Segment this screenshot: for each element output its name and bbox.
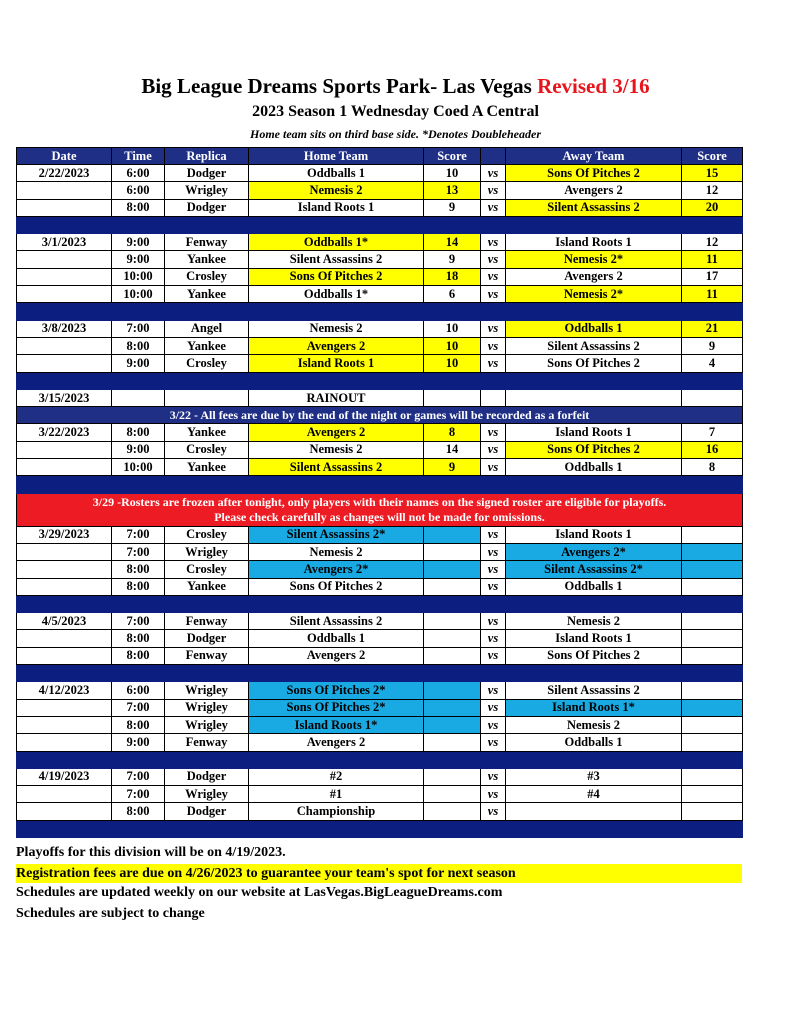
date-cell — [17, 337, 112, 354]
away-score-cell — [682, 630, 743, 647]
vs-cell: vs — [481, 337, 506, 354]
field-cell: Wrigley — [165, 699, 249, 716]
time-cell: 8:00 — [112, 578, 165, 595]
date-cell — [17, 786, 112, 803]
home-team-cell: Sons Of Pitches 2 — [249, 268, 424, 285]
date-cell — [17, 182, 112, 199]
time-cell: 8:00 — [112, 199, 165, 216]
week-separator — [17, 751, 743, 768]
home-score-cell — [424, 768, 481, 785]
away-team-cell: Avengers 2 — [506, 268, 682, 285]
away-team-cell: Sons Of Pitches 2 — [506, 355, 682, 372]
field-cell: Yankee — [165, 578, 249, 595]
away-score-cell — [682, 734, 743, 751]
date-cell: 4/5/2023 — [17, 613, 112, 630]
home-score-cell — [424, 613, 481, 630]
field-cell: Wrigley — [165, 786, 249, 803]
home-team-cell: Avengers 2 — [249, 647, 424, 664]
home-score-cell: 9 — [424, 459, 481, 476]
separator-cell — [17, 751, 743, 768]
field-cell: Crosley — [165, 561, 249, 578]
time-cell: 7:00 — [112, 320, 165, 337]
home-team-cell: Silent Assassins 2* — [249, 526, 424, 543]
time-cell: 7:00 — [112, 543, 165, 560]
field-cell: Wrigley — [165, 543, 249, 560]
away-team-cell: #3 — [506, 768, 682, 785]
game-row — [17, 716, 743, 733]
game-row — [17, 734, 743, 751]
separator-cell — [17, 476, 743, 493]
home-score-cell: 9 — [424, 251, 481, 268]
page-subtitle: 2023 Season 1 Wednesday Coed A Central — [252, 103, 539, 120]
away-score-cell: 9 — [682, 337, 743, 354]
home-score-cell — [424, 561, 481, 578]
away-score-cell: 21 — [682, 320, 743, 337]
week-separator — [17, 303, 743, 320]
col-header-date: Date — [17, 148, 112, 165]
game-row — [17, 561, 743, 578]
home-score-cell: 13 — [424, 182, 481, 199]
home-score-cell: 9 — [424, 199, 481, 216]
home-team-cell: Avengers 2 — [249, 337, 424, 354]
game-row — [17, 803, 743, 820]
vs-cell — [481, 389, 506, 406]
away-team-cell: Silent Assassins 2 — [506, 682, 682, 699]
field-cell: Yankee — [165, 337, 249, 354]
vs-cell: vs — [481, 355, 506, 372]
time-cell: 9:00 — [112, 441, 165, 458]
home-team-cell: Championship — [249, 803, 424, 820]
time-cell: 9:00 — [112, 355, 165, 372]
date-cell — [17, 803, 112, 820]
home-team-cell: Sons Of Pitches 2* — [249, 682, 424, 699]
home-team-cell: Avengers 2 — [249, 734, 424, 751]
away-team-cell: Avengers 2 — [506, 182, 682, 199]
vs-cell: vs — [481, 424, 506, 441]
date-cell — [17, 578, 112, 595]
vs-cell: vs — [481, 578, 506, 595]
game-row — [17, 613, 743, 630]
field-cell: Dodger — [165, 630, 249, 647]
home-team-cell: Silent Assassins 2 — [249, 613, 424, 630]
game-row — [17, 768, 743, 785]
home-team-cell: Nemesis 2 — [249, 543, 424, 560]
vs-cell: vs — [481, 165, 506, 182]
time-cell: 10:00 — [112, 459, 165, 476]
time-cell — [112, 389, 165, 406]
game-row — [17, 286, 743, 303]
roster-freeze-line-1: 3/29 -Rosters are frozen after tonight, only players with their names on the signed roster are eligible for playoffs. — [92, 494, 667, 509]
vs-cell: vs — [481, 441, 506, 458]
field-cell: Fenway — [165, 734, 249, 751]
game-row — [17, 182, 743, 199]
time-cell: 9:00 — [112, 234, 165, 251]
away-team-cell: Island Roots 1 — [506, 630, 682, 647]
away-score-cell: 12 — [682, 234, 743, 251]
date-cell: 3/29/2023 — [17, 526, 112, 543]
date-cell — [17, 199, 112, 216]
away-team-cell: Oddballs 1 — [506, 320, 682, 337]
vs-cell: vs — [481, 543, 506, 560]
away-score-cell — [682, 543, 743, 560]
home-team-cell: Nemesis 2 — [249, 320, 424, 337]
separator-cell — [17, 820, 743, 837]
home-score-cell — [424, 786, 481, 803]
roster-freeze-line-2: Please check carefully as changes will not be made for omissions. — [214, 509, 545, 524]
time-cell: 8:00 — [112, 647, 165, 664]
home-team-cell: Island Roots 1* — [249, 716, 424, 733]
game-row — [17, 630, 743, 647]
vs-cell: vs — [481, 251, 506, 268]
field-cell: Dodger — [165, 165, 249, 182]
away-team-cell: Oddballs 1 — [506, 459, 682, 476]
game-row — [17, 320, 743, 337]
separator-cell — [17, 216, 743, 233]
home-score-cell — [424, 647, 481, 664]
date-cell — [17, 251, 112, 268]
home-team-cell: Oddballs 1* — [249, 286, 424, 303]
away-score-cell: 8 — [682, 459, 743, 476]
time-cell: 10:00 — [112, 268, 165, 285]
home-score-cell — [424, 803, 481, 820]
home-score-cell — [424, 699, 481, 716]
separator-cell — [17, 595, 743, 612]
fee-notice-row — [17, 407, 743, 424]
vs-cell: vs — [481, 647, 506, 664]
field-cell: Wrigley — [165, 682, 249, 699]
time-cell: 6:00 — [112, 165, 165, 182]
game-row — [17, 165, 743, 182]
home-score-cell: 8 — [424, 424, 481, 441]
away-score-cell: 17 — [682, 268, 743, 285]
field-cell: Yankee — [165, 424, 249, 441]
roster-freeze-notice — [17, 493, 743, 526]
time-cell: 6:00 — [112, 682, 165, 699]
away-team-cell: Avengers 2* — [506, 543, 682, 560]
time-cell: 7:00 — [112, 786, 165, 803]
home-score-cell: 10 — [424, 320, 481, 337]
home-team-cell: Silent Assassins 2 — [249, 251, 424, 268]
schedule-note: Home team sits on third base side. *Denotes Doubleheader — [250, 127, 541, 141]
away-team-cell: Nemesis 2* — [506, 251, 682, 268]
away-score-cell — [682, 768, 743, 785]
game-row — [17, 199, 743, 216]
field-cell: Dodger — [165, 768, 249, 785]
away-score-cell: 20 — [682, 199, 743, 216]
date-cell — [17, 459, 112, 476]
vs-cell: vs — [481, 734, 506, 751]
field-cell: Dodger — [165, 803, 249, 820]
field-cell: Crosley — [165, 526, 249, 543]
home-team-cell: Avengers 2* — [249, 561, 424, 578]
date-cell — [17, 734, 112, 751]
home-team-cell: Sons Of Pitches 2 — [249, 578, 424, 595]
time-cell: 8:00 — [112, 561, 165, 578]
home-score-cell: 6 — [424, 286, 481, 303]
home-score-cell — [424, 389, 481, 406]
home-score-cell — [424, 543, 481, 560]
time-cell: 10:00 — [112, 286, 165, 303]
away-team-cell: Island Roots 1 — [506, 424, 682, 441]
vs-cell: vs — [481, 613, 506, 630]
date-cell — [17, 647, 112, 664]
date-cell: 3/15/2023 — [17, 389, 112, 406]
time-cell: 7:00 — [112, 613, 165, 630]
game-row — [17, 355, 743, 372]
home-score-cell — [424, 578, 481, 595]
footer-disclaimer: Schedules are subject to change — [16, 906, 205, 921]
field-cell: Crosley — [165, 355, 249, 372]
away-score-cell: 16 — [682, 441, 743, 458]
home-team-cell: Nemesis 2 — [249, 182, 424, 199]
col-header-vs — [481, 148, 506, 165]
game-row — [17, 424, 743, 441]
away-team-cell: Island Roots 1 — [506, 526, 682, 543]
home-team-cell: Silent Assassins 2 — [249, 459, 424, 476]
home-score-cell: 10 — [424, 337, 481, 354]
home-score-cell — [424, 716, 481, 733]
home-team-cell: Island Roots 1 — [249, 355, 424, 372]
game-row — [17, 578, 743, 595]
time-cell: 9:00 — [112, 734, 165, 751]
col-header-away-team: Away Team — [506, 148, 682, 165]
field-cell: Wrigley — [165, 716, 249, 733]
time-cell: 8:00 — [112, 803, 165, 820]
week-separator — [17, 665, 743, 682]
home-team-cell: RAINOUT — [249, 389, 424, 406]
separator-cell — [17, 303, 743, 320]
time-cell: 8:00 — [112, 337, 165, 354]
time-cell: 9:00 — [112, 251, 165, 268]
revised-label: Revised 3/16 — [537, 74, 650, 98]
week-separator — [17, 216, 743, 233]
game-row — [17, 268, 743, 285]
away-team-cell: #4 — [506, 786, 682, 803]
away-score-cell — [682, 786, 743, 803]
away-team-cell: Oddballs 1 — [506, 578, 682, 595]
away-score-cell: 11 — [682, 286, 743, 303]
away-score-cell: 12 — [682, 182, 743, 199]
date-cell: 4/19/2023 — [17, 768, 112, 785]
vs-cell: vs — [481, 320, 506, 337]
date-cell — [17, 716, 112, 733]
field-cell: Crosley — [165, 268, 249, 285]
title-text: Big League Dreams Sports Park- Las Vegas — [141, 74, 532, 98]
field-cell: Crosley — [165, 441, 249, 458]
vs-cell: vs — [481, 561, 506, 578]
date-cell — [17, 561, 112, 578]
col-header-time: Time — [112, 148, 165, 165]
away-team-cell: Sons Of Pitches 2 — [506, 441, 682, 458]
game-row — [17, 441, 743, 458]
vs-cell: vs — [481, 234, 506, 251]
home-team-cell: Nemesis 2 — [249, 441, 424, 458]
game-row — [17, 526, 743, 543]
away-score-cell — [682, 389, 743, 406]
footer-registration: Registration fees are due on 4/26/2023 to guarantee your team's spot for next season — [16, 864, 742, 883]
home-score-cell: 18 — [424, 268, 481, 285]
date-cell: 3/8/2023 — [17, 320, 112, 337]
date-cell — [17, 286, 112, 303]
away-team-cell: Sons Of Pitches 2 — [506, 647, 682, 664]
separator-cell — [17, 372, 743, 389]
home-score-cell — [424, 630, 481, 647]
away-score-cell — [682, 647, 743, 664]
home-score-cell — [424, 682, 481, 699]
home-team-cell: Sons Of Pitches 2* — [249, 699, 424, 716]
schedule-body — [17, 148, 743, 838]
field-cell: Fenway — [165, 647, 249, 664]
away-score-cell — [682, 578, 743, 595]
date-cell — [17, 441, 112, 458]
vs-cell: vs — [481, 699, 506, 716]
vs-cell: vs — [481, 199, 506, 216]
week-separator — [17, 476, 743, 493]
away-score-cell — [682, 803, 743, 820]
game-row — [17, 234, 743, 251]
time-cell: 6:00 — [112, 182, 165, 199]
week-separator — [17, 820, 743, 837]
date-cell — [17, 699, 112, 716]
vs-cell: vs — [481, 682, 506, 699]
date-cell: 4/12/2023 — [17, 682, 112, 699]
vs-cell: vs — [481, 768, 506, 785]
game-row — [17, 459, 743, 476]
vs-cell: vs — [481, 803, 506, 820]
field-cell: Wrigley — [165, 182, 249, 199]
field-cell: Dodger — [165, 199, 249, 216]
schedule-table — [16, 147, 743, 838]
home-team-cell: Island Roots 1 — [249, 199, 424, 216]
time-cell: 7:00 — [112, 526, 165, 543]
game-row — [17, 647, 743, 664]
vs-cell: vs — [481, 286, 506, 303]
page-title — [0, 74, 791, 99]
vs-cell: vs — [481, 786, 506, 803]
col-header-home-team: Home Team — [249, 148, 424, 165]
date-cell — [17, 355, 112, 372]
home-score-cell — [424, 734, 481, 751]
footer-website: Schedules are updated weekly on our website at LasVegas.BigLeagueDreams.com — [16, 885, 503, 900]
away-score-cell: 4 — [682, 355, 743, 372]
away-team-cell: Nemesis 2 — [506, 716, 682, 733]
vs-cell: vs — [481, 526, 506, 543]
game-row — [17, 251, 743, 268]
game-row — [17, 389, 743, 406]
vs-cell: vs — [481, 268, 506, 285]
field-cell: Fenway — [165, 613, 249, 630]
game-row — [17, 699, 743, 716]
away-team-cell: Sons Of Pitches 2 — [506, 165, 682, 182]
away-team-cell: Island Roots 1 — [506, 234, 682, 251]
away-score-cell: 7 — [682, 424, 743, 441]
away-team-cell: Silent Assassins 2* — [506, 561, 682, 578]
home-team-cell: Avengers 2 — [249, 424, 424, 441]
vs-cell: vs — [481, 716, 506, 733]
home-score-cell: 14 — [424, 441, 481, 458]
field-cell: Angel — [165, 320, 249, 337]
home-team-cell: Oddballs 1* — [249, 234, 424, 251]
away-score-cell: 15 — [682, 165, 743, 182]
game-row — [17, 337, 743, 354]
vs-cell: vs — [481, 182, 506, 199]
away-team-cell — [506, 389, 682, 406]
away-team-cell: Oddballs 1 — [506, 734, 682, 751]
game-row — [17, 543, 743, 560]
home-score-cell: 10 — [424, 165, 481, 182]
date-cell — [17, 630, 112, 647]
fee-notice: 3/22 - All fees are due by the end of the night or games will be recorded as a forfeit — [17, 407, 743, 424]
time-cell: 8:00 — [112, 716, 165, 733]
home-team-cell: Oddballs 1 — [249, 630, 424, 647]
vs-cell: vs — [481, 459, 506, 476]
home-team-cell: #2 — [249, 768, 424, 785]
game-row — [17, 786, 743, 803]
away-score-cell: 11 — [682, 251, 743, 268]
time-cell: 8:00 — [112, 630, 165, 647]
date-cell: 3/1/2023 — [17, 234, 112, 251]
away-team-cell — [506, 803, 682, 820]
field-cell: Yankee — [165, 251, 249, 268]
away-score-cell — [682, 716, 743, 733]
home-score-cell: 14 — [424, 234, 481, 251]
field-cell: Fenway — [165, 234, 249, 251]
vs-cell: vs — [481, 630, 506, 647]
away-score-cell — [682, 699, 743, 716]
away-team-cell: Nemesis 2* — [506, 286, 682, 303]
date-cell: 2/22/2023 — [17, 165, 112, 182]
roster-freeze-row — [17, 493, 743, 526]
date-cell — [17, 543, 112, 560]
home-score-cell — [424, 526, 481, 543]
date-cell — [17, 268, 112, 285]
time-cell: 8:00 — [112, 424, 165, 441]
col-header-home-score: Score — [424, 148, 481, 165]
field-cell: Yankee — [165, 459, 249, 476]
header-row — [17, 148, 743, 165]
away-score-cell — [682, 561, 743, 578]
away-team-cell: Silent Assassins 2 — [506, 199, 682, 216]
time-cell: 7:00 — [112, 768, 165, 785]
field-cell — [165, 389, 249, 406]
game-row — [17, 682, 743, 699]
col-header-replica: Replica — [165, 148, 249, 165]
away-score-cell — [682, 526, 743, 543]
week-separator — [17, 372, 743, 389]
time-cell: 7:00 — [112, 699, 165, 716]
away-score-cell — [682, 613, 743, 630]
field-cell: Yankee — [165, 286, 249, 303]
away-score-cell — [682, 682, 743, 699]
footer-playoffs: Playoffs for this division will be on 4/19/2023. — [16, 845, 286, 860]
col-header-away-score: Score — [682, 148, 743, 165]
away-team-cell: Silent Assassins 2 — [506, 337, 682, 354]
away-team-cell: Nemesis 2 — [506, 613, 682, 630]
home-score-cell: 10 — [424, 355, 481, 372]
date-cell: 3/22/2023 — [17, 424, 112, 441]
week-separator — [17, 595, 743, 612]
home-team-cell: Oddballs 1 — [249, 165, 424, 182]
home-team-cell: #1 — [249, 786, 424, 803]
away-team-cell: Island Roots 1* — [506, 699, 682, 716]
separator-cell — [17, 665, 743, 682]
